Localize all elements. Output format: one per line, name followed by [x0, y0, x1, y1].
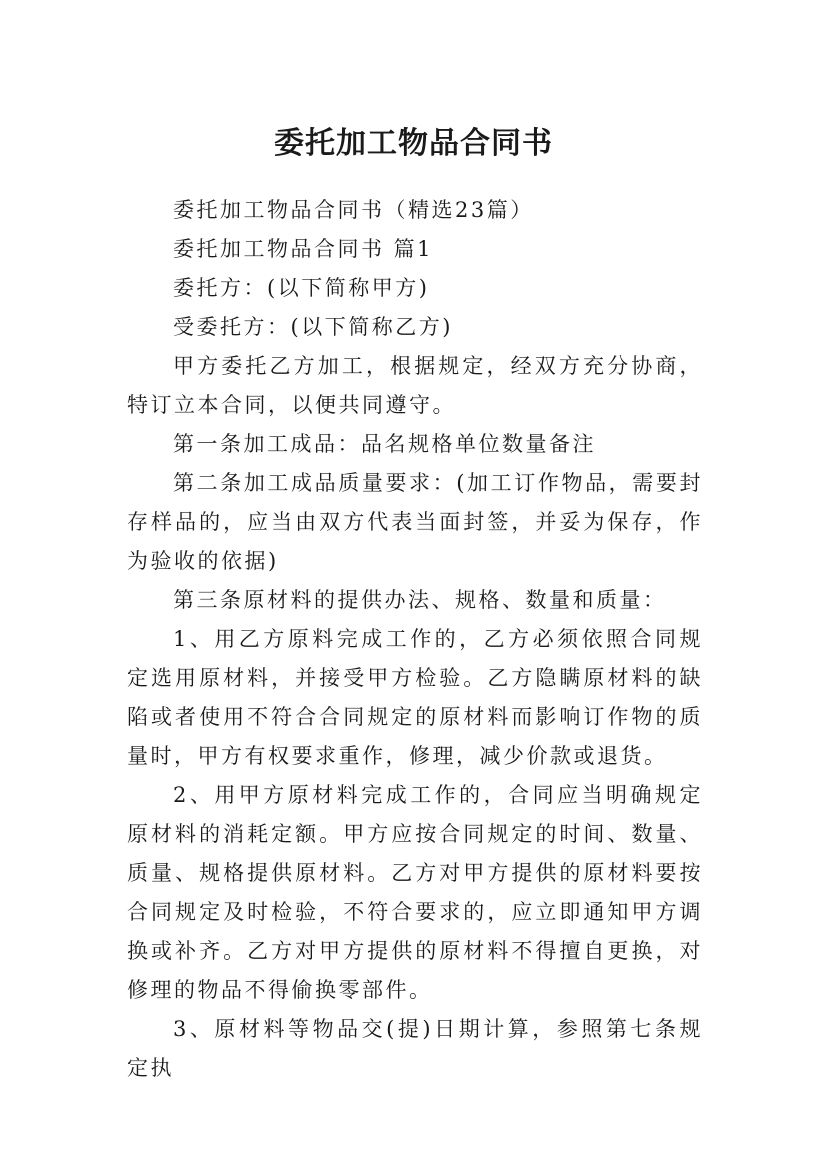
document-title: 委托加工物品合同书: [274, 126, 553, 162]
paragraph-section-heading: 委托加工物品合同书 篇1: [173, 237, 434, 261]
paragraph-party-b: 受委托方：(以下简称乙方): [173, 315, 453, 339]
paragraph-clause-3: 3、原材料等物品交(提)日期计算，参照第七条规定执: [127, 1017, 703, 1080]
paragraph-article-2: 第二条加工成品质量要求：(加工订作物品，需要封存样品的，应当由双方代表当面封签，并妥为保存，作为验收的依据): [127, 471, 703, 573]
paragraph-party-a: 委托方：(以下简称甲方): [173, 276, 430, 300]
paragraph-article-3: 第三条原材料的提供办法、规格、数量和质量：: [173, 588, 667, 612]
paragraph-clause-2: 2、用甲方原材料完成工作的，合同应当明确规定原材料的消耗定额。甲方应按合同规定的时间、数量、质量、规格提供原材料。乙方对甲方提供的原材料要按合同规定及时检验，不符合要求的，应立即通知甲方调换或补齐。乙方对甲方提供的原材料不得擅自更换，对修理的物品不得偷换零部件。: [127, 783, 703, 1002]
paragraph-preamble: 甲方委托乙方加工，根据规定，经双方充分协商，特订立本合同，以便共同遵守。: [127, 354, 703, 417]
paragraph-article-1: 第一条加工成品：品名规格单位数量备注: [173, 432, 596, 456]
paragraph-subtitle: 委托加工物品合同书（精选23篇）: [173, 198, 534, 222]
paragraph-clause-1: 1、用乙方原料完成工作的，乙方必须依照合同规定选用原材料，并接受甲方检验。乙方隐瞒原材料的缺陷或者使用不符合合同规定的原材料而影响订作物的质量时，甲方有权要求重作，修理，减少价款或退货。: [127, 627, 703, 768]
document-body: [127, 191, 703, 1088]
